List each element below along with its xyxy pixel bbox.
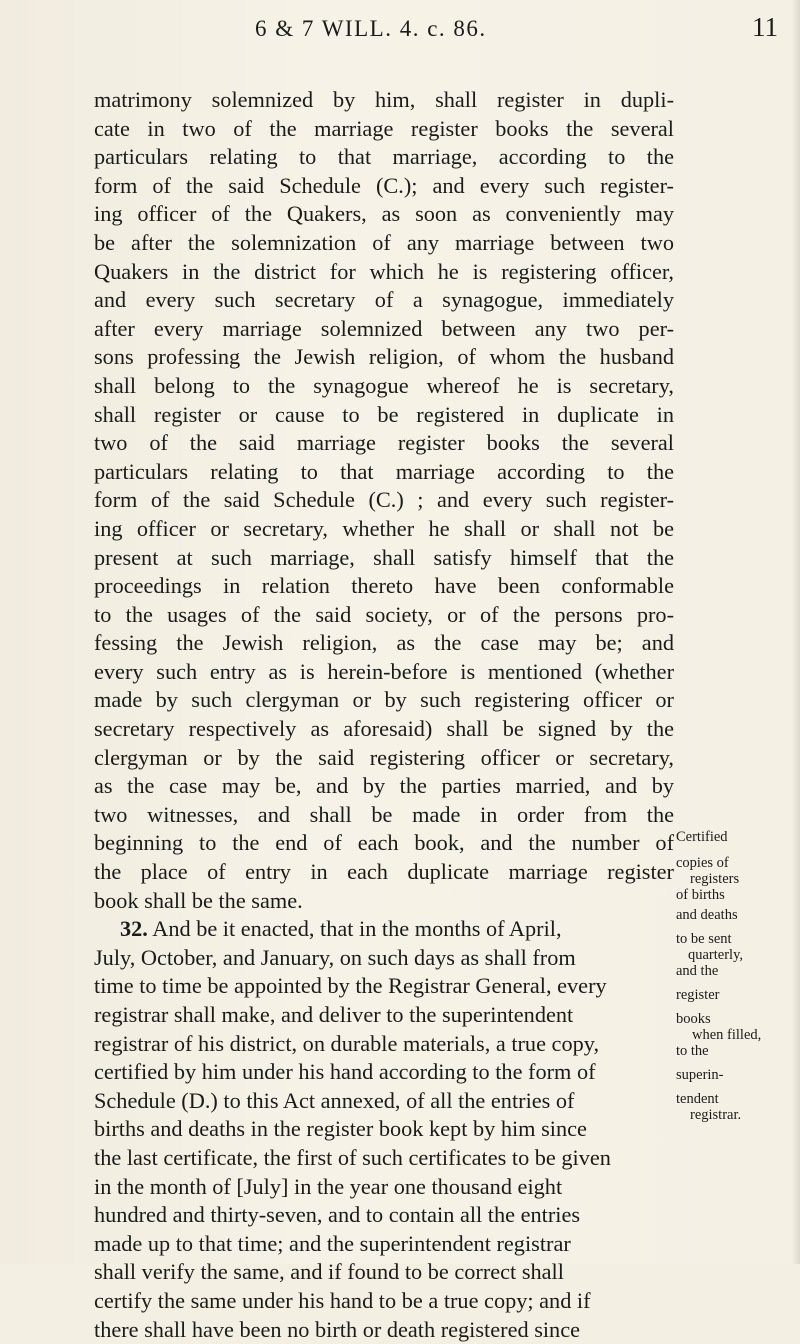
text-line: particulars relating to that marriage according to the: [94, 458, 674, 484]
section-line: certified by him under his hand according to the form of: [94, 1059, 596, 1085]
body-text: [94, 86, 754, 1344]
text-line: fessing the Jewish religion, as the case may be; and: [94, 630, 674, 656]
margin-note-line: superin-: [676, 1067, 724, 1083]
text-line: proceedings in relation thereto have been conformable: [94, 573, 674, 599]
section-number: 32.: [120, 916, 148, 942]
margin-note-line: and deaths: [676, 907, 738, 923]
section-line: there shall have been no birth or death registered since: [94, 1316, 581, 1342]
text-line: the place of entry in each duplicate marriage register: [94, 859, 674, 885]
margin-note: [676, 829, 794, 1123]
text-line: and every such secretary of a synagogue, immediately: [94, 287, 674, 313]
margin-note-line: registrar.: [690, 1107, 742, 1123]
page-edge-shadow: [792, 0, 800, 1264]
text-line: two of the said marriage register books the several: [94, 430, 674, 456]
text-line: form of the said Schedule (C.) ; and every such register-: [94, 487, 674, 513]
page-number: 11: [752, 12, 778, 42]
text-line: ing officer of the Quakers, as soon as conveniently may: [94, 201, 674, 227]
section-line: Schedule (D.) to this Act annexed, of all the entries of: [94, 1087, 575, 1113]
section-line: in the month of [July] in the year one thousand eight: [94, 1173, 563, 1199]
text-line: matrimony solemnized by him, shall register in dupli-: [94, 87, 674, 112]
section-first-line: [94, 915, 754, 944]
margin-note-line: to be sent: [676, 931, 732, 947]
margin-note-line: to the: [676, 1043, 709, 1059]
section-line: registrar shall make, and deliver to the superintendent: [94, 1002, 574, 1027]
text-line: beginning to the end of each book, and the number of: [94, 830, 674, 856]
margin-note-line: Certified: [676, 829, 728, 845]
text-line: present at such marriage, shall satisfy himself that the: [94, 544, 674, 570]
page-header: [0, 10, 800, 50]
section-line: time to time be appointed by the Registrar General, every: [94, 973, 607, 999]
margin-note-line: register: [676, 987, 720, 1003]
margin-note-line: when filled,: [692, 1027, 762, 1043]
text-line: two witnesses, and shall be made in order from the: [94, 801, 674, 827]
text-line: secretary respectively as aforesaid) shall be signed by the: [94, 716, 674, 742]
margin-note-line: copies of: [676, 855, 729, 871]
text-line: shall belong to the synagogue whereof he is secretary,: [94, 372, 674, 398]
text-line: Quakers in the district for which he is registering officer,: [94, 258, 674, 284]
section-line: the last certificate, the first of such certificates to be given: [94, 1144, 611, 1170]
text-line: as the case may be, and by the parties married, and by: [94, 773, 674, 799]
section-line: certify the same under his hand to be a true copy; and if: [94, 1287, 591, 1313]
text-line: every such entry as is herein-before is mentioned (whether: [94, 658, 674, 684]
text-line: book shall be the same.: [94, 887, 303, 913]
margin-note-line: quarterly,: [688, 947, 744, 963]
text-line: cate in two of the marriage register books the several: [94, 115, 674, 141]
running-head: 6 & 7 WILL. 4. c. 86.: [255, 16, 487, 41]
section-first-text: And be it enacted, that in the months of April,: [147, 916, 562, 942]
text-line: made by such clergyman or by such registering officer or: [94, 687, 674, 713]
text-line: ing officer or secretary, whether he shall or shall not be: [94, 515, 674, 541]
section-line: July, October, and January, on such days as shall from: [94, 944, 576, 970]
section-line: shall verify the same, and if found to be correct shall: [94, 1259, 564, 1285]
margin-note-line: of births: [676, 887, 725, 903]
text-line: sons professing the Jewish religion, of whom the husband: [94, 344, 674, 370]
text-line: to the usages of the said society, or of the persons pro-: [94, 601, 674, 627]
margin-note-line: registers: [690, 871, 740, 887]
section-line: made up to that time; and the superintendent registrar: [94, 1230, 571, 1256]
section-line: registrar of his district, on durable materials, a true copy,: [94, 1030, 600, 1056]
margin-note-line: and the: [676, 963, 719, 979]
margin-note-line: tendent: [676, 1091, 719, 1107]
text-line: particulars relating to that marriage, according to the: [94, 144, 674, 170]
margin-note-line: books: [676, 1011, 711, 1027]
section-line: hundred and thirty-seven, and to contain all the entries: [94, 1202, 581, 1228]
text-line: after every marriage solemnized between any two per-: [94, 315, 674, 341]
text-line: be after the solemnization of any marriage between two: [94, 229, 674, 255]
section-line: births and deaths in the register book kept by him since: [94, 1116, 587, 1142]
text-line: shall register or cause to be registered in duplicate in: [94, 401, 674, 427]
text-line: form of the said Schedule (C.); and every such register-: [94, 172, 674, 198]
text-line: clergyman or by the said registering officer or secretary,: [94, 744, 674, 770]
